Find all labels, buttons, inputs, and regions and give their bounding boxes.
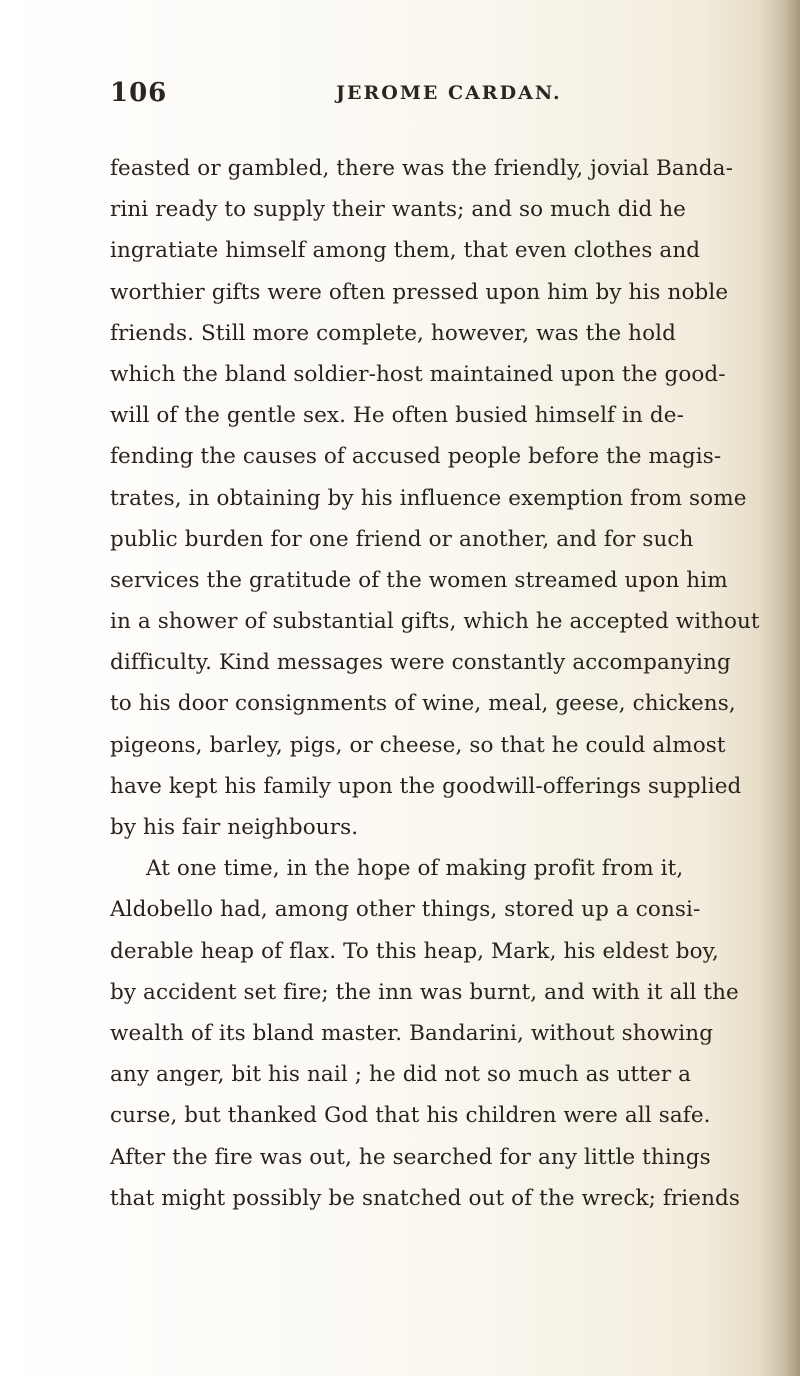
text-line: friends. Still more complete, however, was the hold bbox=[110, 320, 676, 346]
text-line: pigeons, barley, pigs, or cheese, so that he could almost bbox=[110, 732, 726, 758]
text-line: curse, but thanked God that his children were all safe. bbox=[110, 1103, 711, 1129]
text-line: by accident set fire; the inn was burnt, and with it all the bbox=[110, 979, 739, 1005]
text-line: public burden for one friend or another, and for such bbox=[110, 526, 694, 552]
running-head bbox=[110, 78, 730, 118]
text-line: difficulty. Kind messages were constantly accompanying bbox=[110, 650, 731, 676]
text-line: have kept his family upon the goodwill-offerings supplied bbox=[110, 773, 742, 799]
text-line: in a shower of substantial gifts, which he accepted without bbox=[110, 609, 760, 635]
text-line: to his door consignments of wine, meal, geese, chickens, bbox=[110, 691, 736, 717]
text-line: ingratiate himself among them, that even clothes and bbox=[110, 238, 701, 264]
text-line: feasted or gambled, there was the friendly, jovial Banda- bbox=[110, 156, 733, 181]
text-line: After the fire was out, he searched for any little things bbox=[110, 1144, 711, 1170]
paragraph-start-line: At one time, in the hope of making profit from it, bbox=[146, 856, 684, 882]
text-line: any anger, bit his nail ; he did not so much as utter a bbox=[110, 1062, 692, 1088]
text-line: which the bland soldier-host maintained upon the good- bbox=[110, 361, 726, 387]
text-line: derable heap of flax. To this heap, Mark, his eldest boy, bbox=[110, 938, 719, 964]
body-text bbox=[110, 148, 790, 1219]
text-line: fending the causes of accused people before the magis- bbox=[110, 444, 722, 470]
text-line: wealth of its bland master. Bandarini, without showing bbox=[110, 1020, 714, 1046]
text-line: that might possibly be snatched out of the wreck; friends bbox=[110, 1185, 741, 1211]
text-line: services the gratitude of the women streamed upon him bbox=[110, 567, 728, 593]
text-line: by his fair neighbours. bbox=[110, 815, 359, 840]
text-line: will of the gentle sex. He often busied himself in de- bbox=[110, 403, 684, 429]
text-line: trates, in obtaining by his influence exemption from some bbox=[110, 485, 747, 511]
text-line: Aldobello had, among other things, stored up a consi- bbox=[110, 897, 701, 923]
text-line: rini ready to supply their wants; and so much did he bbox=[110, 197, 687, 223]
running-title: JEROME CARDAN. bbox=[336, 82, 562, 104]
page-number: 106 bbox=[110, 78, 168, 108]
text-line: worthier gifts were often pressed upon him by his noble bbox=[110, 279, 729, 305]
